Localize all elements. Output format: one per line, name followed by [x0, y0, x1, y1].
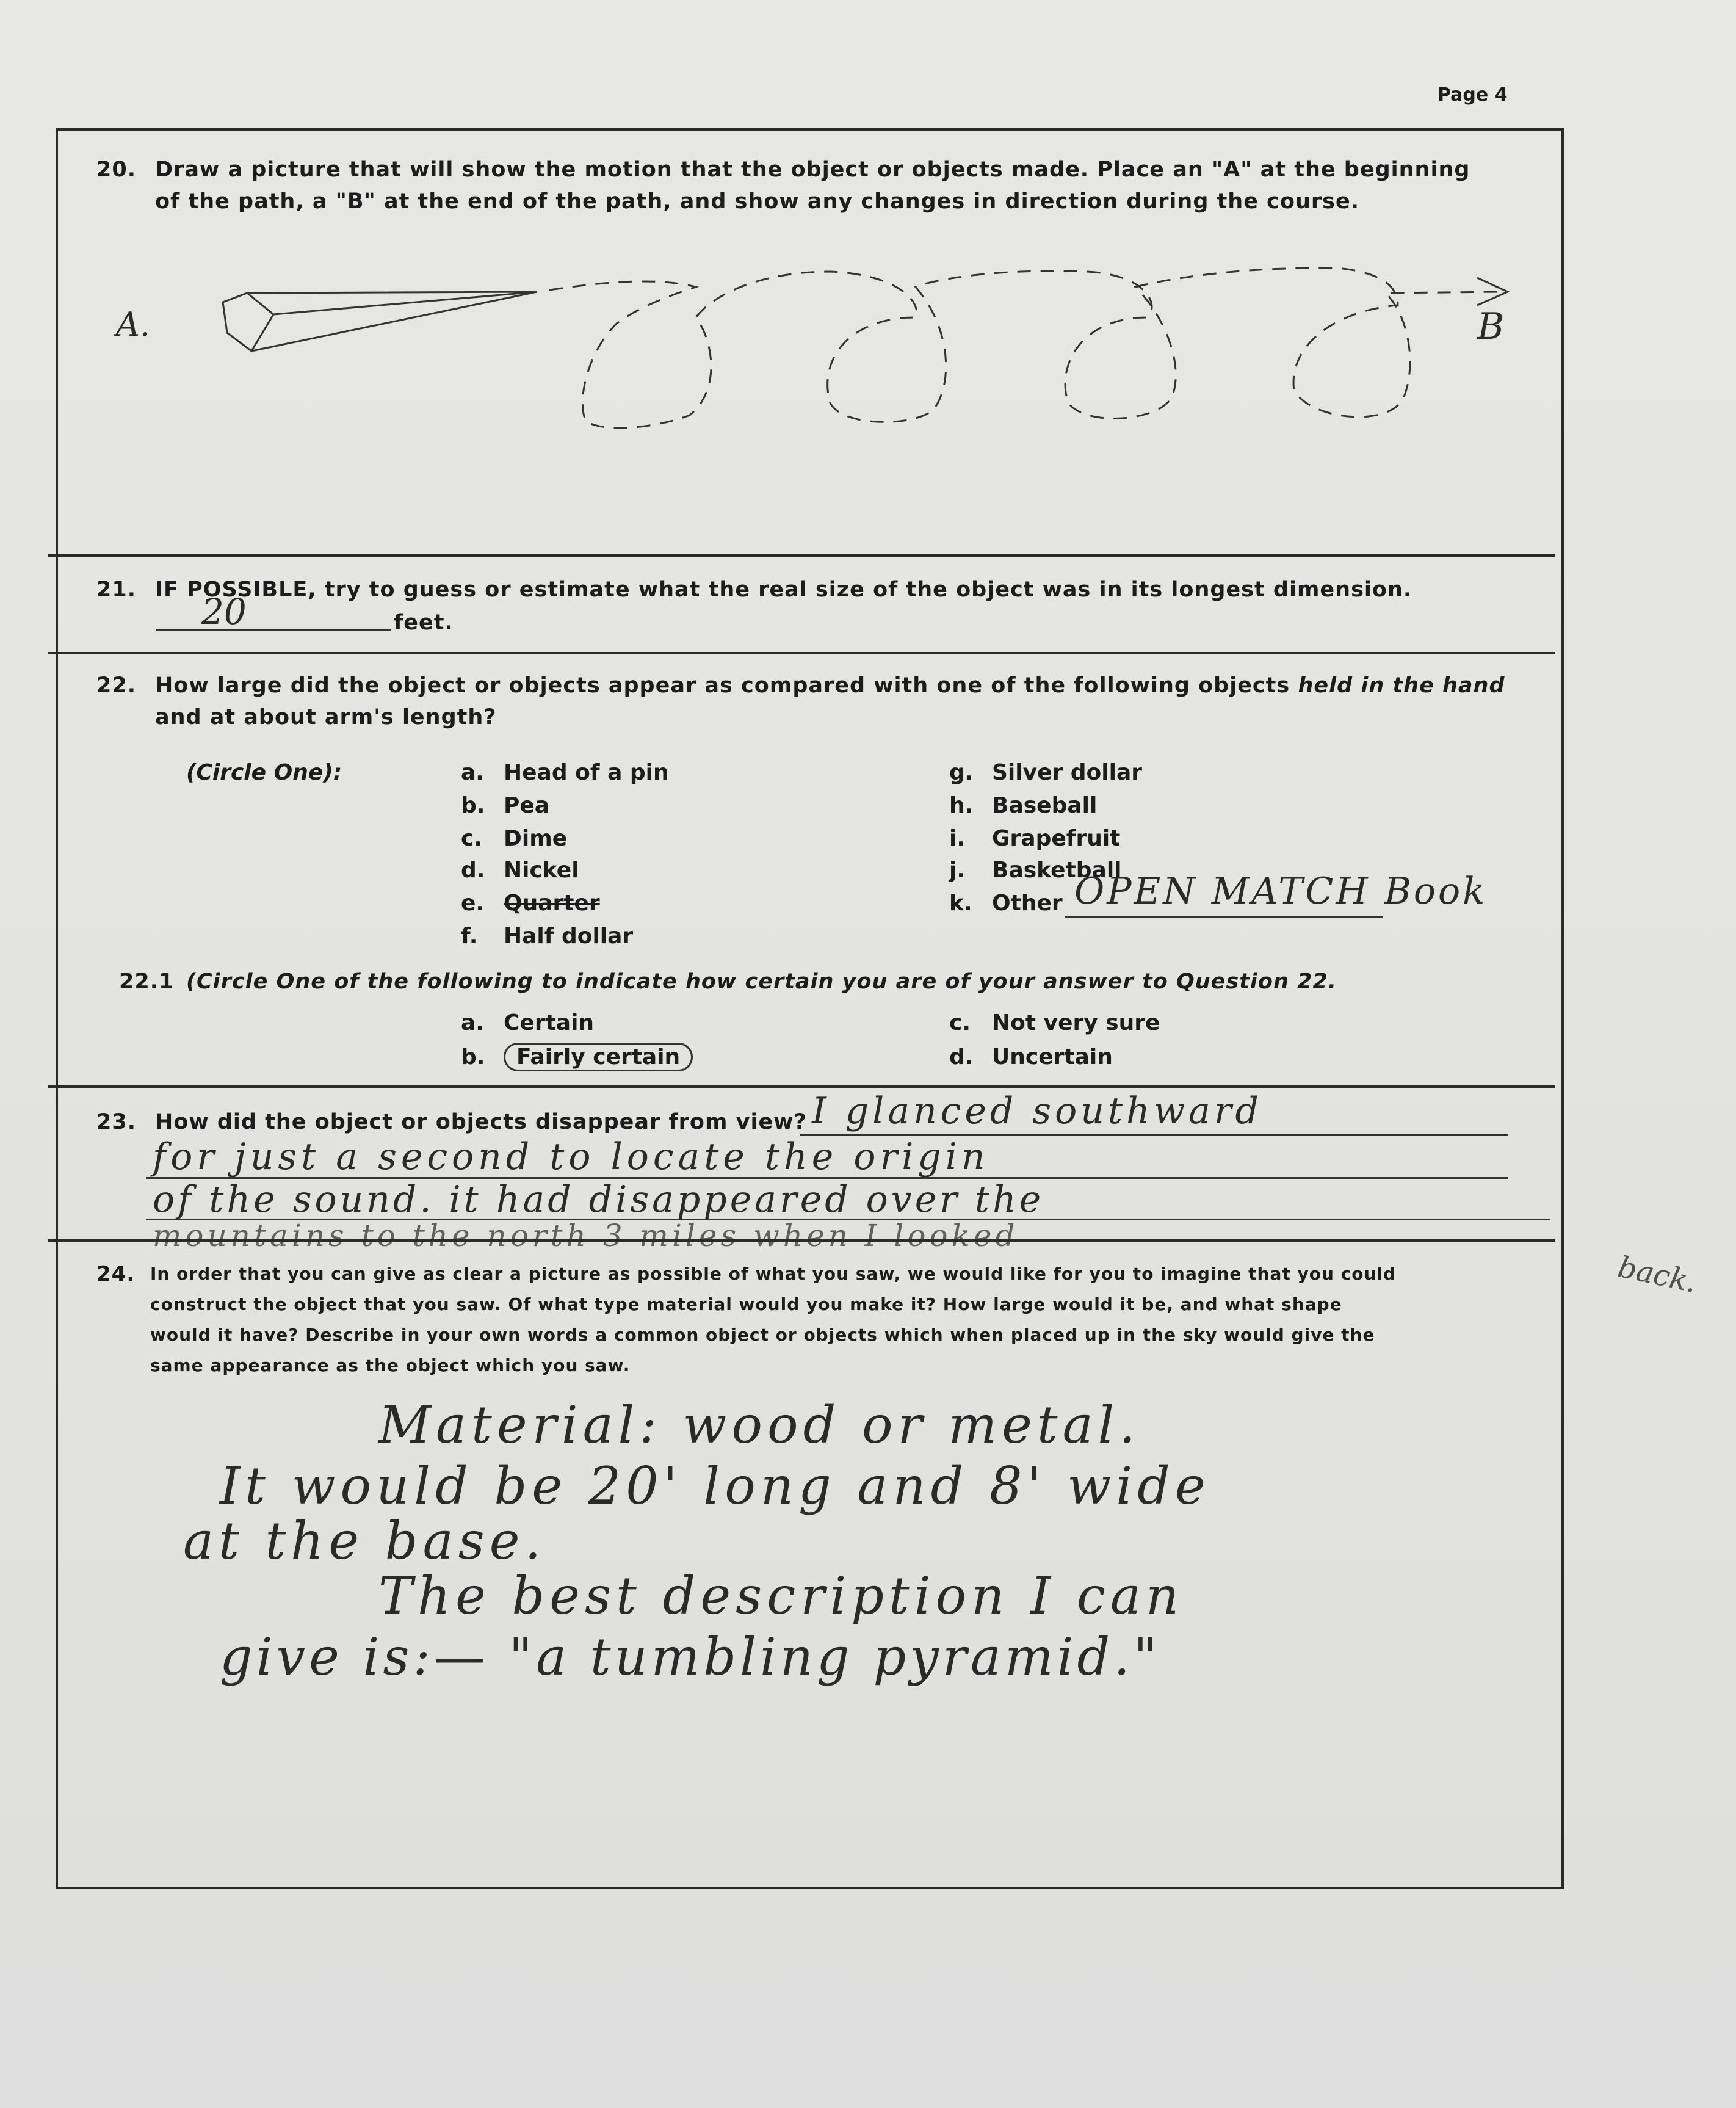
- other-answer: OPEN MATCH Book: [1074, 870, 1488, 913]
- handwritten-answer-line: The best description I can: [378, 1566, 1184, 1626]
- question-text-line: Draw a picture that will show the motion that the object or objects made. Place an "A" at the beginning: [155, 158, 1470, 182]
- handwritten-answer-line: give is:— "a tumbling pyramid.": [220, 1627, 1161, 1687]
- object-sketch: [223, 293, 273, 351]
- option-k[interactable]: k. Other: [949, 891, 1063, 916]
- option-b[interactable]: b. Pea: [461, 793, 550, 818]
- question-text-line: How did the object or objects disappear from view?: [155, 1110, 807, 1134]
- question-text-line: construct the object that you saw. Of what type material would you make it? How large would it be, and what shape: [150, 1294, 1342, 1314]
- question-text-line: and at about arm's length?: [155, 705, 497, 730]
- other-answer-line: [1065, 916, 1383, 918]
- question-number: 21.: [96, 578, 137, 602]
- handwritten-answer-line: It would be 20' long and 8' wide: [220, 1456, 1210, 1516]
- certainty-option-d[interactable]: d. Uncertain: [949, 1045, 1113, 1070]
- question-text-line: IF POSSIBLE, try to guess or estimate what the real size of the object was in its longest dimension.: [155, 578, 1412, 602]
- circle-one-label: (Circle One):: [186, 760, 342, 785]
- handwritten-answer-line: for just a second to locate the origin: [153, 1135, 989, 1178]
- question-number: 24.: [96, 1262, 136, 1286]
- question-21: [96, 574, 1500, 606]
- circled-answer: Fairly certain: [504, 1043, 693, 1071]
- question-text-line: same appearance as the object which you saw.: [150, 1355, 631, 1375]
- question-number: 22.: [96, 673, 137, 698]
- question-text-line: (Circle One of the following to indicate how certain you are of your answer to Question 22.: [186, 969, 1337, 994]
- question-text-line: would it have? Describe in your own words a common object or objects which when placed up in the sky would give the: [150, 1325, 1375, 1345]
- question-22-1: [119, 966, 1523, 998]
- question-number: 20.: [96, 158, 137, 182]
- size-answer-line: [156, 629, 391, 631]
- size-answer: 20: [201, 591, 247, 632]
- handwritten-answer-line: Material: wood or metal.: [378, 1395, 1141, 1455]
- handwritten-answer-line: of the sound. it had disappeared over the: [153, 1178, 1044, 1221]
- object-trail: [247, 292, 537, 351]
- option-i[interactable]: i. Grapefruit: [949, 826, 1121, 851]
- option-c[interactable]: c. Dime: [461, 826, 568, 851]
- dashed-motion-path: [549, 268, 1505, 428]
- question-number: 22.1: [119, 969, 175, 994]
- option-d[interactable]: d. Nickel: [461, 858, 579, 883]
- page-number: Page 4: [1438, 84, 1508, 106]
- size-unit: feet.: [394, 610, 454, 635]
- handwritten-answer-line: mountains to the north 3 miles when I looked: [153, 1218, 1019, 1253]
- question-number: 23.: [96, 1110, 137, 1134]
- question-text-emphasis: held in the hand: [1298, 673, 1505, 698]
- certainty-option-c[interactable]: c. Not very sure: [949, 1010, 1160, 1035]
- label-b: B: [1477, 305, 1505, 348]
- option-f[interactable]: f. Half dollar: [461, 924, 634, 949]
- question-text-line: of the path, a "B" at the end of the path, and show any changes in direction during the course.: [155, 189, 1359, 214]
- option-h[interactable]: h. Baseball: [949, 793, 1098, 818]
- handwritten-answer-line: at the base.: [183, 1511, 546, 1571]
- label-a: A.: [116, 305, 151, 344]
- question-23: [96, 1106, 890, 1138]
- option-g[interactable]: g. Silver dollar: [949, 760, 1143, 785]
- certainty-option-a[interactable]: a. Certain: [461, 1010, 595, 1035]
- question-text: How large did the object or objects appear as compared with one of the following objects: [155, 673, 1290, 698]
- question-text-line: In order that you can give as clear a picture as possible of what you saw, we would like for you to imagine that you could: [150, 1264, 1397, 1284]
- option-e[interactable]: e. Quarter: [461, 891, 600, 916]
- handwritten-margin-note: back.: [1615, 1250, 1700, 1300]
- handwritten-answer-line: I glanced southward: [812, 1090, 1262, 1132]
- option-j[interactable]: j. Basketball: [949, 858, 1122, 883]
- certainty-option-b[interactable]: b. Fairly certain: [461, 1041, 693, 1073]
- question-24: [96, 1259, 1549, 1381]
- question-22: [96, 670, 1531, 733]
- option-a[interactable]: a. Head of a pin: [461, 760, 669, 785]
